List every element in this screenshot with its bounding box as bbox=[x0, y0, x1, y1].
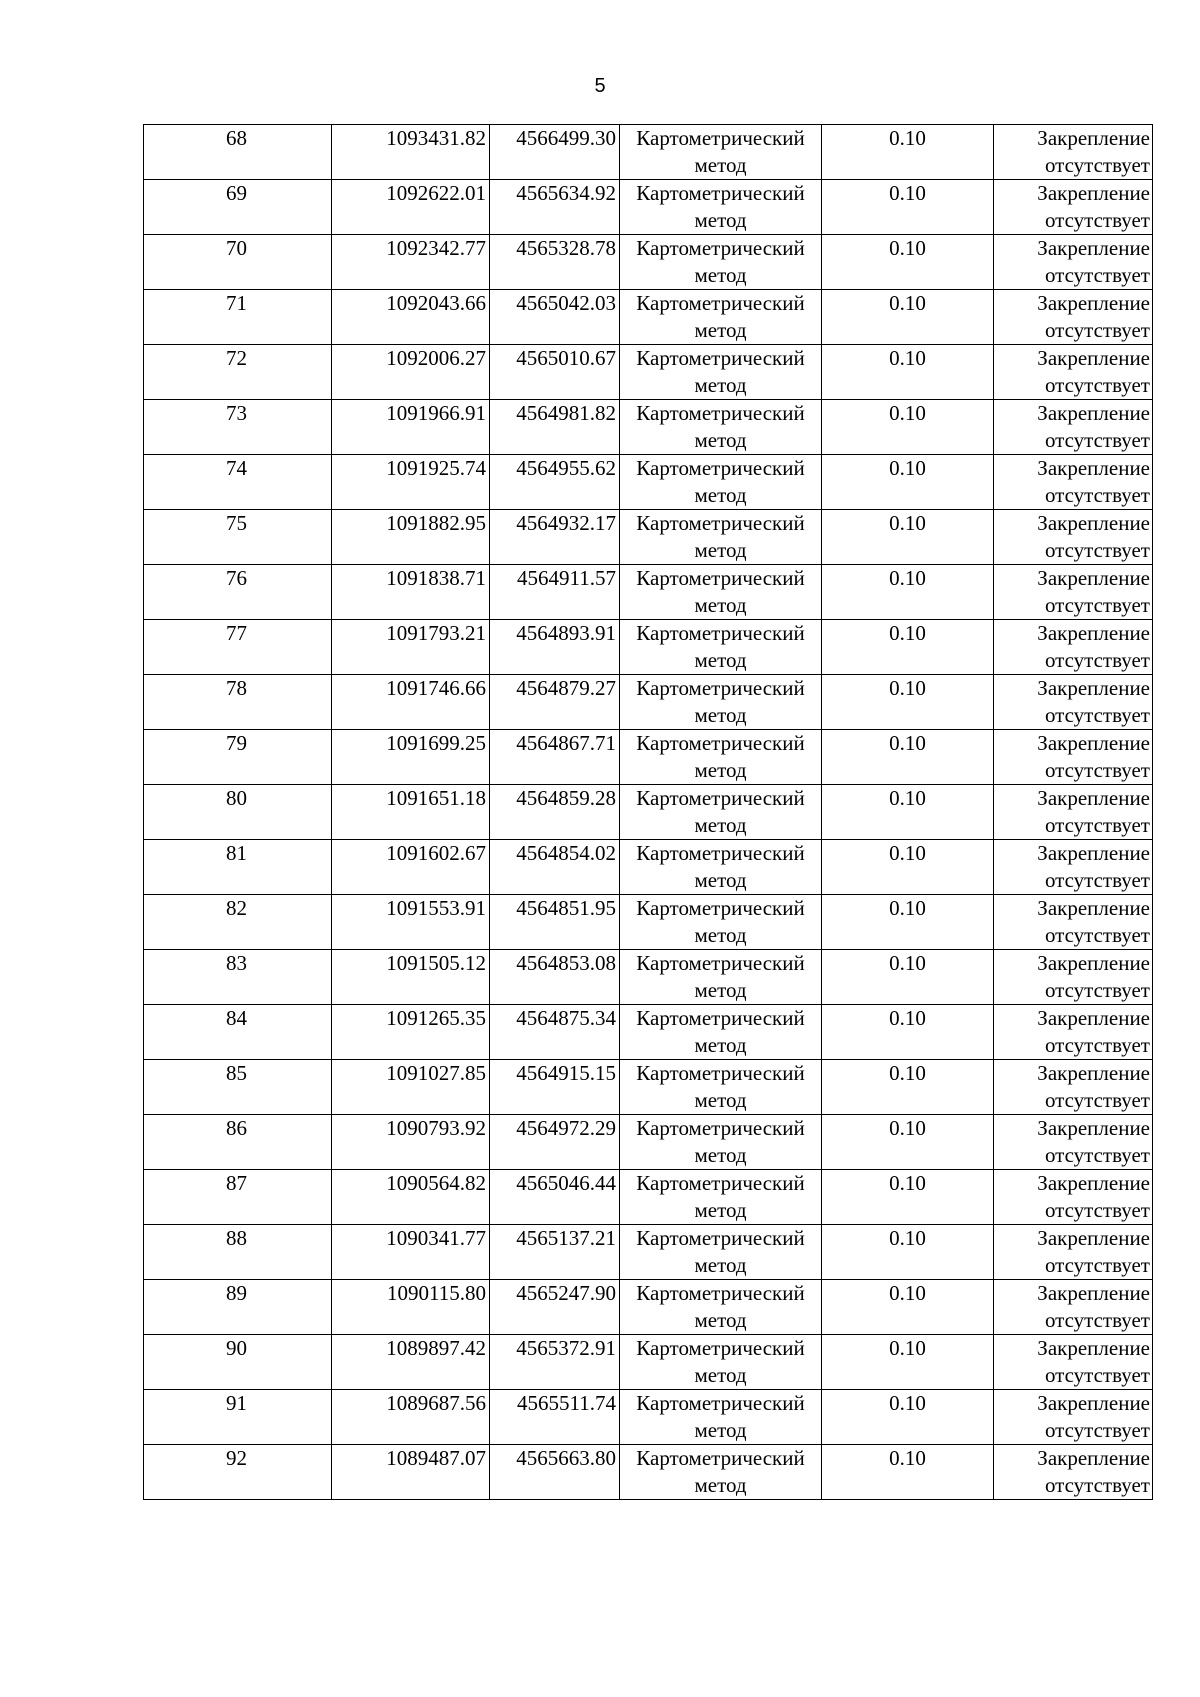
point-number-cell: 80 bbox=[144, 785, 332, 840]
method-cell bbox=[620, 840, 822, 895]
table-row bbox=[144, 1280, 1153, 1335]
y-coordinate-cell: 4564879.27 bbox=[490, 675, 620, 730]
fixation-line-1: Закрепление bbox=[1037, 346, 1150, 370]
method-line-1: Картометрический bbox=[636, 1061, 805, 1085]
point-number-cell: 83 bbox=[144, 950, 332, 1005]
method-line-1: Картометрический bbox=[636, 346, 805, 370]
method-cell bbox=[620, 620, 822, 675]
method-line-2: метод bbox=[694, 923, 747, 947]
table-row bbox=[144, 1115, 1153, 1170]
method-cell bbox=[620, 1115, 822, 1170]
point-number-cell: 73 bbox=[144, 400, 332, 455]
fixation-line-2: отсутствует bbox=[1044, 373, 1150, 397]
point-number-cell: 69 bbox=[144, 180, 332, 235]
method-cell bbox=[620, 1445, 822, 1500]
fixation-cell bbox=[994, 785, 1153, 840]
fixation-line-2: отсутствует bbox=[1044, 208, 1150, 232]
x-coordinate-cell: 1091265.35 bbox=[332, 1005, 490, 1060]
accuracy-cell: 0.10 bbox=[822, 1335, 994, 1390]
y-coordinate-cell: 4564955.62 bbox=[490, 455, 620, 510]
method-line-1: Картометрический bbox=[636, 1171, 805, 1195]
fixation-line-2: отсутствует bbox=[1044, 153, 1150, 177]
fixation-line-1: Закрепление bbox=[1037, 511, 1150, 535]
fixation-line-2: отсутствует bbox=[1044, 538, 1150, 562]
method-cell bbox=[620, 510, 822, 565]
table-row bbox=[144, 1170, 1153, 1225]
x-coordinate-cell: 1091838.71 bbox=[332, 565, 490, 620]
method-line-2: метод bbox=[694, 208, 747, 232]
method-cell bbox=[620, 345, 822, 400]
accuracy-cell: 0.10 bbox=[822, 1280, 994, 1335]
accuracy-cell: 0.10 bbox=[822, 950, 994, 1005]
page-number: 5 bbox=[594, 75, 606, 97]
method-line-1: Картометрический bbox=[636, 1281, 805, 1305]
x-coordinate-cell: 1091651.18 bbox=[332, 785, 490, 840]
method-line-2: метод bbox=[694, 1033, 747, 1057]
fixation-line-1: Закрепление bbox=[1037, 1171, 1150, 1195]
x-coordinate-cell: 1090115.80 bbox=[332, 1280, 490, 1335]
point-number-cell: 76 bbox=[144, 565, 332, 620]
accuracy-cell: 0.10 bbox=[822, 1445, 994, 1500]
point-number-cell: 77 bbox=[144, 620, 332, 675]
method-line-1: Картометрический bbox=[636, 896, 805, 920]
fixation-line-2: отсутствует bbox=[1044, 263, 1150, 287]
fixation-line-1: Закрепление bbox=[1037, 676, 1150, 700]
accuracy-cell: 0.10 bbox=[822, 840, 994, 895]
y-coordinate-cell: 4564893.91 bbox=[490, 620, 620, 675]
x-coordinate-cell: 1091882.95 bbox=[332, 510, 490, 565]
accuracy-cell: 0.10 bbox=[822, 1225, 994, 1280]
fixation-line-1: Закрепление bbox=[1037, 291, 1150, 315]
method-cell bbox=[620, 675, 822, 730]
accuracy-cell: 0.10 bbox=[822, 345, 994, 400]
table-row bbox=[144, 895, 1153, 950]
fixation-line-1: Закрепление bbox=[1037, 1226, 1150, 1250]
method-line-1: Картометрический bbox=[636, 1226, 805, 1250]
accuracy-cell: 0.10 bbox=[822, 455, 994, 510]
method-cell bbox=[620, 125, 822, 180]
y-coordinate-cell: 4564972.29 bbox=[490, 1115, 620, 1170]
point-number-cell: 90 bbox=[144, 1335, 332, 1390]
method-line-1: Картометрический bbox=[636, 566, 805, 590]
fixation-line-2: отсутствует bbox=[1044, 1418, 1150, 1442]
method-line-1: Картометрический bbox=[636, 401, 805, 425]
fixation-line-1: Закрепление bbox=[1037, 1446, 1150, 1470]
x-coordinate-cell: 1091505.12 bbox=[332, 950, 490, 1005]
fixation-line-2: отсутствует bbox=[1044, 978, 1150, 1002]
fixation-line-1: Закрепление bbox=[1037, 1391, 1150, 1415]
y-coordinate-cell: 4565328.78 bbox=[490, 235, 620, 290]
accuracy-cell: 0.10 bbox=[822, 1170, 994, 1225]
fixation-cell bbox=[994, 180, 1153, 235]
fixation-cell bbox=[994, 1060, 1153, 1115]
fixation-cell bbox=[994, 1170, 1153, 1225]
y-coordinate-cell: 4564853.08 bbox=[490, 950, 620, 1005]
fixation-line-1: Закрепление bbox=[1037, 896, 1150, 920]
method-line-1: Картометрический bbox=[636, 456, 805, 480]
x-coordinate-cell: 1091925.74 bbox=[332, 455, 490, 510]
x-coordinate-cell: 1090793.92 bbox=[332, 1115, 490, 1170]
fixation-line-1: Закрепление bbox=[1037, 236, 1150, 260]
coordinates-table-body bbox=[144, 125, 1153, 1500]
point-number-cell: 86 bbox=[144, 1115, 332, 1170]
fixation-line-2: отсутствует bbox=[1044, 1033, 1150, 1057]
method-line-1: Картометрический bbox=[636, 1446, 805, 1470]
fixation-line-2: отсутствует bbox=[1044, 1198, 1150, 1222]
table-row bbox=[144, 1390, 1153, 1445]
fixation-line-2: отсутствует bbox=[1044, 703, 1150, 727]
fixation-cell bbox=[994, 1280, 1153, 1335]
point-number-cell: 79 bbox=[144, 730, 332, 785]
method-line-1: Картометрический bbox=[636, 1116, 805, 1140]
y-coordinate-cell: 4565511.74 bbox=[490, 1390, 620, 1445]
x-coordinate-cell: 1091602.67 bbox=[332, 840, 490, 895]
x-coordinate-cell: 1089487.07 bbox=[332, 1445, 490, 1500]
fixation-cell bbox=[994, 290, 1153, 345]
fixation-cell bbox=[994, 1390, 1153, 1445]
method-cell bbox=[620, 290, 822, 345]
method-cell bbox=[620, 400, 822, 455]
fixation-line-2: отсутствует bbox=[1044, 593, 1150, 617]
fixation-cell bbox=[994, 675, 1153, 730]
method-line-1: Картометрический bbox=[636, 786, 805, 810]
fixation-cell bbox=[994, 1115, 1153, 1170]
fixation-cell bbox=[994, 1225, 1153, 1280]
method-line-1: Картометрический bbox=[636, 236, 805, 260]
method-line-2: метод bbox=[694, 648, 747, 672]
method-cell bbox=[620, 565, 822, 620]
method-line-2: метод bbox=[694, 1143, 747, 1167]
method-line-1: Картометрический bbox=[636, 951, 805, 975]
fixation-cell bbox=[994, 1445, 1153, 1500]
y-coordinate-cell: 4564867.71 bbox=[490, 730, 620, 785]
fixation-line-1: Закрепление bbox=[1037, 401, 1150, 425]
method-cell bbox=[620, 1390, 822, 1445]
fixation-cell bbox=[994, 620, 1153, 675]
y-coordinate-cell: 4565137.21 bbox=[490, 1225, 620, 1280]
point-number-cell: 68 bbox=[144, 125, 332, 180]
accuracy-cell: 0.10 bbox=[822, 510, 994, 565]
accuracy-cell: 0.10 bbox=[822, 1005, 994, 1060]
table-row bbox=[144, 180, 1153, 235]
accuracy-cell: 0.10 bbox=[822, 235, 994, 290]
accuracy-cell: 0.10 bbox=[822, 1390, 994, 1445]
method-cell bbox=[620, 895, 822, 950]
fixation-line-2: отсутствует bbox=[1044, 428, 1150, 452]
fixation-line-2: отсутствует bbox=[1044, 318, 1150, 342]
fixation-cell bbox=[994, 235, 1153, 290]
accuracy-cell: 0.10 bbox=[822, 730, 994, 785]
method-cell bbox=[620, 785, 822, 840]
method-line-2: метод bbox=[694, 153, 747, 177]
method-line-1: Картометрический bbox=[636, 676, 805, 700]
table-row bbox=[144, 455, 1153, 510]
method-line-1: Картометрический bbox=[636, 1391, 805, 1415]
point-number-cell: 87 bbox=[144, 1170, 332, 1225]
fixation-line-1: Закрепление bbox=[1037, 1006, 1150, 1030]
method-line-2: метод bbox=[694, 978, 747, 1002]
fixation-line-1: Закрепление bbox=[1037, 841, 1150, 865]
fixation-line-1: Закрепление bbox=[1037, 731, 1150, 755]
table-row bbox=[144, 1225, 1153, 1280]
fixation-cell bbox=[994, 840, 1153, 895]
accuracy-cell: 0.10 bbox=[822, 1060, 994, 1115]
fixation-cell bbox=[994, 730, 1153, 785]
fixation-cell bbox=[994, 510, 1153, 565]
table-row bbox=[144, 1335, 1153, 1390]
x-coordinate-cell: 1092043.66 bbox=[332, 290, 490, 345]
method-line-1: Картометрический bbox=[636, 126, 805, 150]
accuracy-cell: 0.10 bbox=[822, 400, 994, 455]
table-row bbox=[144, 675, 1153, 730]
point-number-cell: 89 bbox=[144, 1280, 332, 1335]
method-cell bbox=[620, 1280, 822, 1335]
fixation-line-2: отсутствует bbox=[1044, 1253, 1150, 1277]
accuracy-cell: 0.10 bbox=[822, 1115, 994, 1170]
method-cell bbox=[620, 730, 822, 785]
y-coordinate-cell: 4564932.17 bbox=[490, 510, 620, 565]
point-number-cell: 92 bbox=[144, 1445, 332, 1500]
accuracy-cell: 0.10 bbox=[822, 675, 994, 730]
table-row bbox=[144, 345, 1153, 400]
fixation-line-2: отсутствует bbox=[1044, 758, 1150, 782]
method-line-1: Картометрический bbox=[636, 181, 805, 205]
table-row bbox=[144, 730, 1153, 785]
method-line-2: метод bbox=[694, 1088, 747, 1112]
fixation-cell bbox=[994, 455, 1153, 510]
method-cell bbox=[620, 235, 822, 290]
fixation-line-1: Закрепление bbox=[1037, 1061, 1150, 1085]
table-row bbox=[144, 620, 1153, 675]
accuracy-cell: 0.10 bbox=[822, 125, 994, 180]
point-number-cell: 71 bbox=[144, 290, 332, 345]
point-number-cell: 74 bbox=[144, 455, 332, 510]
table-row bbox=[144, 510, 1153, 565]
fixation-cell bbox=[994, 345, 1153, 400]
method-line-2: метод bbox=[694, 1308, 747, 1332]
method-line-2: метод bbox=[694, 538, 747, 562]
y-coordinate-cell: 4564859.28 bbox=[490, 785, 620, 840]
fixation-line-2: отсутствует bbox=[1044, 1473, 1150, 1497]
method-cell bbox=[620, 455, 822, 510]
table-row bbox=[144, 950, 1153, 1005]
method-line-2: метод bbox=[694, 758, 747, 782]
y-coordinate-cell: 4565247.90 bbox=[490, 1280, 620, 1335]
x-coordinate-cell: 1093431.82 bbox=[332, 125, 490, 180]
y-coordinate-cell: 4564915.15 bbox=[490, 1060, 620, 1115]
table-row bbox=[144, 1445, 1153, 1500]
method-line-2: метод bbox=[694, 1418, 747, 1442]
method-cell bbox=[620, 1335, 822, 1390]
accuracy-cell: 0.10 bbox=[822, 565, 994, 620]
fixation-line-1: Закрепление bbox=[1037, 1336, 1150, 1360]
x-coordinate-cell: 1091793.21 bbox=[332, 620, 490, 675]
method-cell bbox=[620, 1225, 822, 1280]
y-coordinate-cell: 4565634.92 bbox=[490, 180, 620, 235]
method-cell bbox=[620, 1005, 822, 1060]
fixation-line-1: Закрепление bbox=[1037, 1116, 1150, 1140]
x-coordinate-cell: 1092342.77 bbox=[332, 235, 490, 290]
y-coordinate-cell: 4566499.30 bbox=[490, 125, 620, 180]
y-coordinate-cell: 4564851.95 bbox=[490, 895, 620, 950]
y-coordinate-cell: 4565010.67 bbox=[490, 345, 620, 400]
method-line-1: Картометрический bbox=[636, 841, 805, 865]
method-line-1: Картометрический bbox=[636, 291, 805, 315]
x-coordinate-cell: 1089687.56 bbox=[332, 1390, 490, 1445]
table-row bbox=[144, 235, 1153, 290]
fixation-line-1: Закрепление bbox=[1037, 786, 1150, 810]
point-number-cell: 78 bbox=[144, 675, 332, 730]
y-coordinate-cell: 4564911.57 bbox=[490, 565, 620, 620]
method-line-2: метод bbox=[694, 593, 747, 617]
x-coordinate-cell: 1091553.91 bbox=[332, 895, 490, 950]
fixation-line-2: отсутствует bbox=[1044, 923, 1150, 947]
point-number-cell: 84 bbox=[144, 1005, 332, 1060]
fixation-line-1: Закрепление bbox=[1037, 181, 1150, 205]
y-coordinate-cell: 4565372.91 bbox=[490, 1335, 620, 1390]
method-line-2: метод bbox=[694, 1198, 747, 1222]
fixation-cell bbox=[994, 895, 1153, 950]
fixation-cell bbox=[994, 1005, 1153, 1060]
table-row bbox=[144, 1060, 1153, 1115]
point-number-cell: 82 bbox=[144, 895, 332, 950]
table-row bbox=[144, 125, 1153, 180]
fixation-cell bbox=[994, 125, 1153, 180]
method-line-2: метод bbox=[694, 318, 747, 342]
method-line-1: Картометрический bbox=[636, 621, 805, 645]
method-line-2: метод bbox=[694, 868, 747, 892]
x-coordinate-cell: 1092622.01 bbox=[332, 180, 490, 235]
point-number-cell: 85 bbox=[144, 1060, 332, 1115]
table-row bbox=[144, 1005, 1153, 1060]
method-cell bbox=[620, 180, 822, 235]
accuracy-cell: 0.10 bbox=[822, 785, 994, 840]
point-number-cell: 91 bbox=[144, 1390, 332, 1445]
fixation-line-1: Закрепление bbox=[1037, 456, 1150, 480]
table-row bbox=[144, 400, 1153, 455]
method-line-2: метод bbox=[694, 483, 747, 507]
point-number-cell: 72 bbox=[144, 345, 332, 400]
point-number-cell: 70 bbox=[144, 235, 332, 290]
table-row bbox=[144, 565, 1153, 620]
table-row bbox=[144, 290, 1153, 345]
fixation-line-1: Закрепление bbox=[1037, 621, 1150, 645]
fixation-line-1: Закрепление bbox=[1037, 951, 1150, 975]
fixation-line-2: отсутствует bbox=[1044, 1363, 1150, 1387]
y-coordinate-cell: 4564854.02 bbox=[490, 840, 620, 895]
method-line-2: метод bbox=[694, 1363, 747, 1387]
point-number-cell: 75 bbox=[144, 510, 332, 565]
x-coordinate-cell: 1091699.25 bbox=[332, 730, 490, 785]
fixation-line-2: отсутствует bbox=[1044, 1308, 1150, 1332]
x-coordinate-cell: 1091027.85 bbox=[332, 1060, 490, 1115]
fixation-cell bbox=[994, 400, 1153, 455]
coordinates-table bbox=[143, 124, 1153, 1500]
accuracy-cell: 0.10 bbox=[822, 620, 994, 675]
x-coordinate-cell: 1092006.27 bbox=[332, 345, 490, 400]
method-line-1: Картометрический bbox=[636, 511, 805, 535]
fixation-cell bbox=[994, 950, 1153, 1005]
method-line-2: метод bbox=[694, 1253, 747, 1277]
accuracy-cell: 0.10 bbox=[822, 290, 994, 345]
method-line-2: метод bbox=[694, 428, 747, 452]
fixation-line-2: отсутствует bbox=[1044, 813, 1150, 837]
method-line-2: метод bbox=[694, 813, 747, 837]
x-coordinate-cell: 1089897.42 bbox=[332, 1335, 490, 1390]
x-coordinate-cell: 1091746.66 bbox=[332, 675, 490, 730]
fixation-line-2: отсутствует bbox=[1044, 1143, 1150, 1167]
method-line-2: метод bbox=[694, 703, 747, 727]
y-coordinate-cell: 4564875.34 bbox=[490, 1005, 620, 1060]
point-number-cell: 81 bbox=[144, 840, 332, 895]
fixation-cell bbox=[994, 1335, 1153, 1390]
y-coordinate-cell: 4565663.80 bbox=[490, 1445, 620, 1500]
method-line-2: метод bbox=[694, 1473, 747, 1497]
x-coordinate-cell: 1090564.82 bbox=[332, 1170, 490, 1225]
x-coordinate-cell: 1090341.77 bbox=[332, 1225, 490, 1280]
accuracy-cell: 0.10 bbox=[822, 180, 994, 235]
fixation-line-1: Закрепление bbox=[1037, 126, 1150, 150]
fixation-line-2: отсутствует bbox=[1044, 483, 1150, 507]
table-row bbox=[144, 785, 1153, 840]
fixation-line-1: Закрепление bbox=[1037, 566, 1150, 590]
method-line-1: Картометрический bbox=[636, 731, 805, 755]
fixation-cell bbox=[994, 565, 1153, 620]
x-coordinate-cell: 1091966.91 bbox=[332, 400, 490, 455]
fixation-line-2: отсутствует bbox=[1044, 1088, 1150, 1112]
method-line-1: Картометрический bbox=[636, 1006, 805, 1030]
accuracy-cell: 0.10 bbox=[822, 895, 994, 950]
fixation-line-2: отсутствует bbox=[1044, 648, 1150, 672]
table-row bbox=[144, 840, 1153, 895]
method-line-2: метод bbox=[694, 263, 747, 287]
y-coordinate-cell: 4565046.44 bbox=[490, 1170, 620, 1225]
point-number-cell: 88 bbox=[144, 1225, 332, 1280]
method-cell bbox=[620, 1060, 822, 1115]
fixation-line-2: отсутствует bbox=[1044, 868, 1150, 892]
method-cell bbox=[620, 1170, 822, 1225]
y-coordinate-cell: 4565042.03 bbox=[490, 290, 620, 345]
fixation-line-1: Закрепление bbox=[1037, 1281, 1150, 1305]
method-cell bbox=[620, 950, 822, 1005]
method-line-2: метод bbox=[694, 373, 747, 397]
y-coordinate-cell: 4564981.82 bbox=[490, 400, 620, 455]
method-line-1: Картометрический bbox=[636, 1336, 805, 1360]
